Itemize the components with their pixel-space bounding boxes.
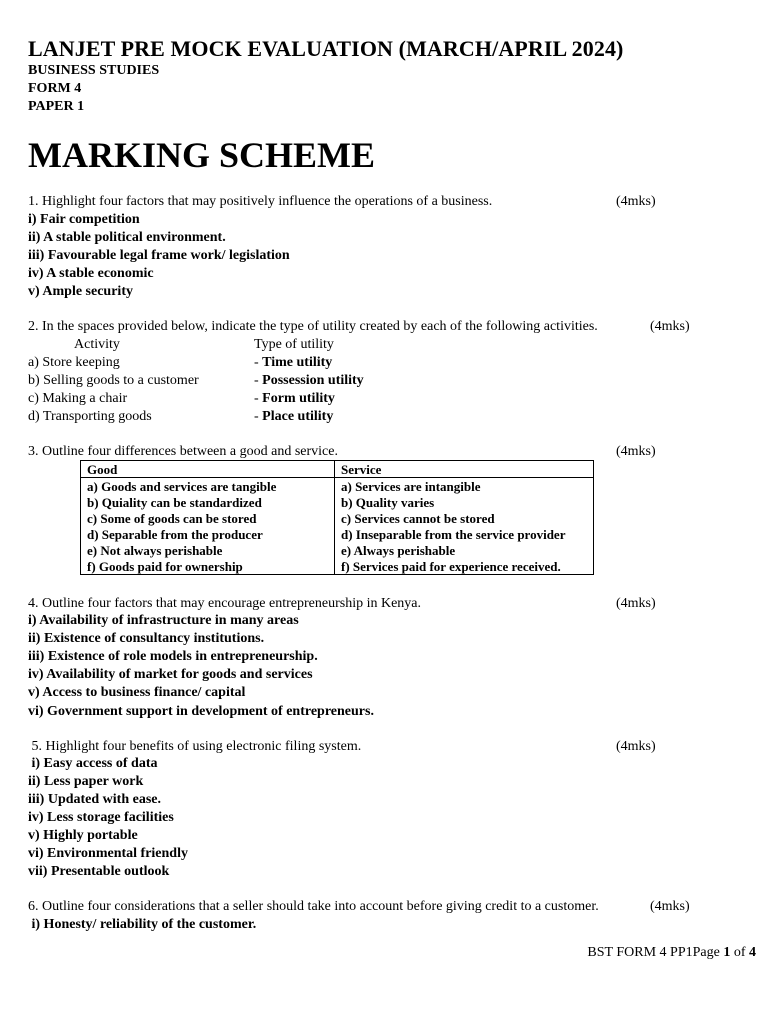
q5-answer: v) Highly portable (28, 828, 138, 843)
q2-utility-value: Time utility (262, 355, 333, 370)
q5-text: 5. Highlight four benefits of using electronic filing system. (28, 739, 362, 754)
page-footer (587, 944, 756, 962)
q2-dash: - (254, 409, 263, 424)
q1-answer: iv) A stable economic (28, 266, 154, 281)
q2-utility-value: Form utility (262, 391, 335, 406)
q3-text: 3. Outline four differences between a good and service. (28, 444, 338, 459)
exam-title: LANJET PRE MOCK EVALUATION (MARCH/APRIL 2024) (28, 36, 624, 61)
good-cell: d) Separable from the producer (81, 526, 335, 542)
q5-answer: iii) Updated with ease. (28, 792, 161, 807)
table-row (81, 510, 594, 526)
table-row (81, 542, 594, 558)
subject-label: BUSINESS STUDIES (28, 63, 160, 78)
good-cell: f) Goods paid for ownership (81, 558, 335, 575)
footer-of: of (730, 945, 749, 960)
good-cell: b) Quiality can be standardized (81, 494, 335, 510)
q1-answer: iii) Favourable legal frame work/ legislation (28, 248, 290, 263)
q4-text: 4. Outline four factors that may encourage entrepreneurship in Kenya. (28, 596, 422, 611)
q2-utility (254, 390, 335, 408)
q1-answer: v) Ample security (28, 284, 133, 299)
q6-text: 6. Outline four considerations that a seller should take into account before giving credit to a customer. (28, 899, 599, 914)
q2-utility (254, 354, 332, 372)
service-cell: f) Services paid for experience received. (335, 558, 594, 575)
q2-dash: - (254, 373, 263, 388)
q3-marks: (4mks) (616, 444, 656, 459)
q2-activity: c) Making a chair (28, 391, 128, 406)
footer-total-pages: 4 (749, 945, 756, 960)
q1-text: 1. Highlight four factors that may positively influence the operations of a business. (28, 194, 493, 209)
footer-page-number: 1 (723, 945, 731, 960)
service-cell: d) Inseparable from the service provider (335, 526, 594, 542)
q1-answer: ii) A stable political environment. (28, 230, 226, 245)
paper-label: PAPER 1 (28, 99, 85, 114)
q6-answer: i) Honesty/ reliability of the customer. (28, 917, 257, 932)
goods-services-table (80, 460, 594, 575)
q2-activity: b) Selling goods to a customer (28, 373, 199, 388)
q4-answer: vi) Government support in development of entrepreneurs. (28, 704, 374, 719)
q5-answer: vi) Environmental friendly (28, 846, 188, 861)
q5-answer: iv) Less storage facilities (28, 810, 174, 825)
q4-answer: i) Availability of infrastructure in many areas (28, 613, 299, 628)
q2-utility (254, 372, 364, 390)
header-service: Service (335, 461, 594, 478)
footer-prefix: BST FORM 4 PP1Page (587, 945, 724, 960)
q2-text: 2. In the spaces provided below, indicate the type of utility created by each of the following activities. (28, 319, 598, 334)
q5-answer: i) Easy access of data (28, 756, 158, 771)
q2-activity: a) Store keeping (28, 355, 120, 370)
q2-col-utility: Type of utility (254, 337, 334, 352)
q2-utility-value: Place utility (262, 409, 334, 424)
q4-answer: v) Access to business finance/ capital (28, 685, 246, 700)
table-row (81, 526, 594, 542)
table-row (81, 494, 594, 510)
page-heading: MARKING SCHEME (28, 135, 376, 175)
q2-dash: - (254, 391, 263, 406)
good-cell: c) Some of goods can be stored (81, 510, 335, 526)
q2-marks: (4mks) (650, 319, 690, 334)
header-good: Good (81, 461, 335, 478)
table-row (81, 558, 594, 575)
service-cell: a) Services are intangible (335, 478, 594, 495)
q2-dash: - (254, 355, 263, 370)
q2-utility-value: Possession utility (262, 373, 364, 388)
q2-utility (254, 408, 333, 426)
form-label: FORM 4 (28, 81, 82, 96)
q4-answer: iii) Existence of role models in entrepreneurship. (28, 649, 318, 664)
table-header-row (81, 461, 594, 478)
good-cell: a) Goods and services are tangible (81, 478, 335, 495)
service-cell: c) Services cannot be stored (335, 510, 594, 526)
service-cell: e) Always perishable (335, 542, 594, 558)
q4-marks: (4mks) (616, 596, 656, 611)
good-cell: e) Not always perishable (81, 542, 335, 558)
q6-marks: (4mks) (650, 899, 690, 914)
q5-marks: (4mks) (616, 739, 656, 754)
q1-marks: (4mks) (616, 194, 656, 209)
q5-answer: vii) Presentable outlook (28, 864, 170, 879)
q1-answer: i) Fair competition (28, 212, 140, 227)
q5-answer: ii) Less paper work (28, 774, 144, 789)
q4-answer: ii) Existence of consultancy institutions. (28, 631, 265, 646)
q2-activity: d) Transporting goods (28, 409, 152, 424)
table-row (81, 478, 594, 495)
q4-answer: iv) Availability of market for goods and services (28, 667, 313, 682)
service-cell: b) Quality varies (335, 494, 594, 510)
q2-col-activity: Activity (74, 337, 120, 352)
